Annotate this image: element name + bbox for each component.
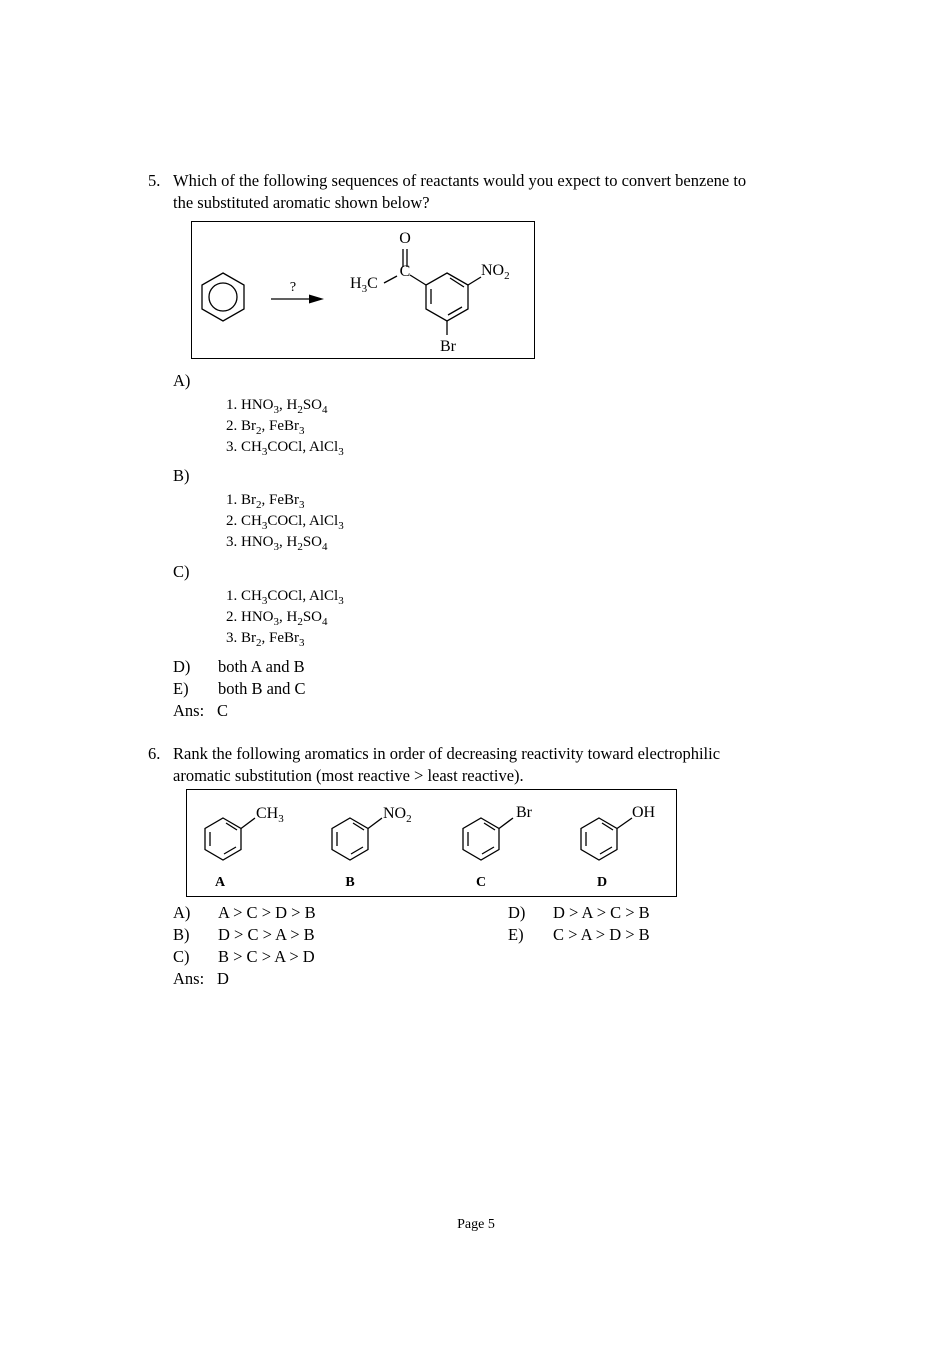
compound-d-label: D bbox=[596, 874, 607, 890]
q6-compounds-box bbox=[186, 789, 677, 897]
q6-option-a-text: A > C > D > B bbox=[218, 903, 316, 922]
q6-option-d-letter: D) bbox=[508, 903, 526, 922]
q5-option-b-step3: 3. $HNO_3$, $H_2SO_4$ bbox=[226, 534, 328, 553]
reaction-arrow bbox=[271, 294, 324, 303]
arrow-label: ? bbox=[289, 279, 296, 295]
q5-option-d-letter: D) bbox=[173, 657, 191, 676]
q5-option-e-letter: E) bbox=[173, 679, 189, 698]
q5-number: 5. bbox=[148, 171, 161, 190]
q5-option-c-step2: 2. $HNO_3$, $H_2SO_4$ bbox=[226, 609, 328, 628]
q5-ans-label: Ans: bbox=[173, 701, 205, 720]
carbonyl-oxygen: O bbox=[398, 229, 411, 247]
q5-option-c-step1: 1. $CH_3COCl$, AlCl$_3$ bbox=[226, 588, 344, 607]
q5-option-b-step2: 2. $CH_3COCl$, AlCl$_3$ bbox=[226, 513, 344, 532]
q5-option-d-text: both A and B bbox=[218, 657, 305, 676]
q6-option-d-text: D > A > C > B bbox=[553, 903, 650, 922]
q5-option-c-step3: 3. $Br_2$, FeBr$_3$ bbox=[226, 630, 305, 649]
q6-option-e-letter: E) bbox=[508, 925, 524, 944]
benzene-start-icon bbox=[202, 273, 244, 321]
product-ring-icon bbox=[384, 249, 481, 335]
q6-ans-value: D bbox=[217, 969, 229, 988]
q6-option-b-letter: B) bbox=[173, 925, 190, 944]
q6-ans-label: Ans: bbox=[173, 969, 205, 988]
q5-option-a-step2: 2. $Br_2$, FeBr$_3$ bbox=[226, 418, 305, 437]
q5-ans-value: C bbox=[217, 701, 229, 720]
q5-option-a-letter: A) bbox=[173, 371, 191, 390]
q5-option-c-letter: C) bbox=[173, 562, 190, 581]
q5-option-e-text: both B and C bbox=[218, 679, 306, 698]
q6-question-line1: Rank the following aromatics in order of decreasing reactivity toward electrophilic bbox=[173, 744, 721, 763]
toluene-icon bbox=[205, 818, 255, 860]
bromobenzene-icon bbox=[463, 818, 513, 860]
q6-option-c-text: B > C > A > D bbox=[218, 947, 315, 966]
q6-number: 6. bbox=[148, 744, 161, 763]
q5-reaction-scheme bbox=[191, 221, 535, 359]
q5-option-b-step1: 1. $Br_2$, FeBr$_3$ bbox=[226, 492, 305, 511]
compound-c-substituent: Br bbox=[515, 803, 532, 821]
q6-option-b-text: D > C > A > B bbox=[218, 925, 315, 944]
nitrobenzene-icon bbox=[332, 818, 382, 860]
q6-question-line2: aromatic substitution (most reactive > least reactive). bbox=[173, 766, 524, 785]
q6-option-e-text: C > A > D > B bbox=[553, 925, 650, 944]
bromo-group: Br bbox=[439, 337, 456, 355]
q6-option-c-letter: C) bbox=[173, 947, 190, 966]
compound-b-substituent: $NO_2$ bbox=[382, 804, 412, 825]
q5-option-a-step1: 1. $HNO_3$, $H_2SO_4$ bbox=[226, 397, 328, 416]
methyl-group: $H_3C$ bbox=[349, 274, 378, 295]
q6-option-a-letter: A) bbox=[173, 903, 191, 922]
nitro-group: $NO_2$ bbox=[480, 261, 510, 282]
phenol-icon bbox=[581, 818, 632, 860]
q5-question-line2: the substituted aromatic shown below? bbox=[173, 193, 430, 212]
compound-c-label: C bbox=[475, 874, 486, 890]
compound-a-label: A bbox=[214, 874, 225, 890]
compound-d-substituent: OH bbox=[631, 803, 655, 821]
q5-option-b-letter: B) bbox=[173, 466, 190, 485]
q5-option-a-step3: 3. $CH_3COCl$, AlCl$_3$ bbox=[226, 439, 344, 458]
compound-a-substituent: $CH_3$ bbox=[255, 804, 284, 825]
carbonyl-carbon: C bbox=[399, 262, 410, 280]
page-number: Page 5 bbox=[457, 1217, 495, 1232]
q5-question-line1: Which of the following sequences of reactants would you expect to convert benzene to bbox=[173, 171, 747, 190]
compound-b-label: B bbox=[344, 874, 355, 890]
